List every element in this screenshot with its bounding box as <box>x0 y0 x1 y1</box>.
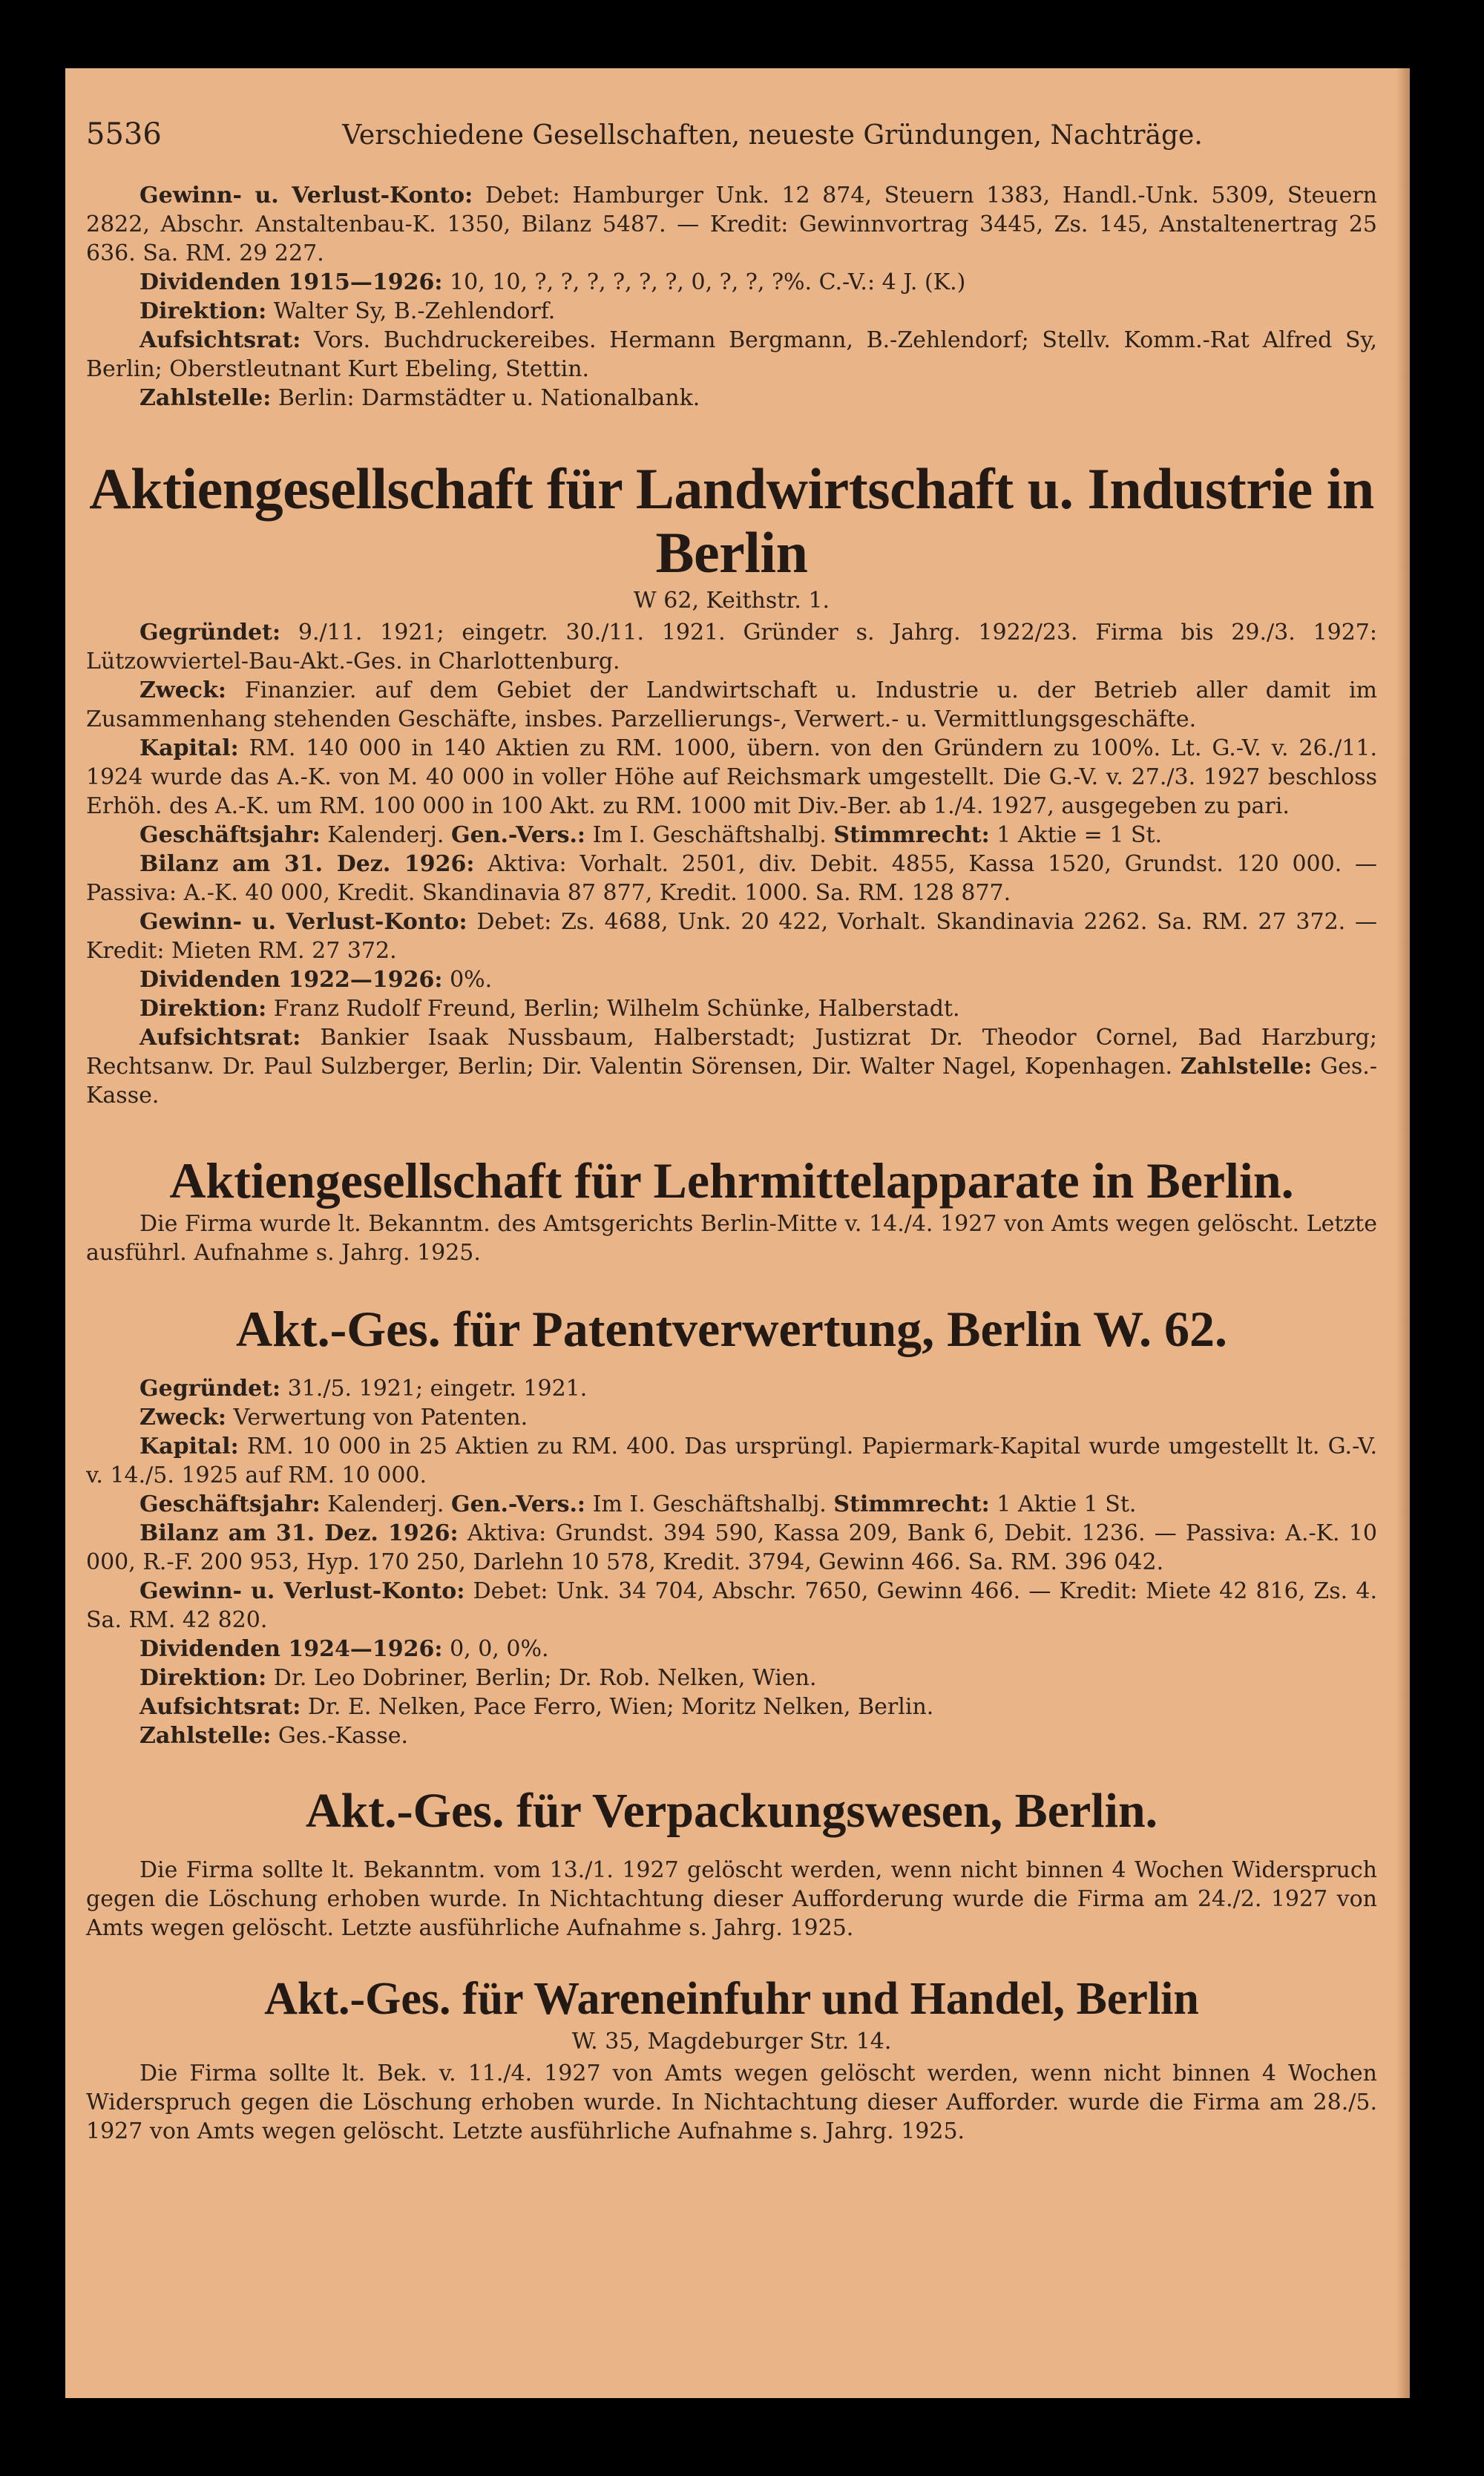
direktion: Direktion: Franz Rudolf Freund, Berlin; Wilhelm Schünke, Halberstadt. <box>139 996 960 1022</box>
company-entry-patentverwertung <box>86 1300 1377 1750</box>
guv: Gewinn- u. Verlust-Konto: Debet: Unk. 34 704, Abschr. 7650, Gewinn 466. — Kredit: Miete 42 816, Zs. 4. Sa. RM. 42 820. <box>86 1578 1377 1633</box>
running-head <box>86 117 1377 151</box>
guv: Gewinn- u. Verlust-Konto: Debet: Zs. 4688, Unk. 20 422, Vorhalt. Skandinavia 2262. Sa. RM. 27 372. — Kredit: Mieten RM. 27 372. <box>86 909 1377 964</box>
prev-zahlstelle: Zahlstelle: Berlin: Darmstädter u. Nationalbank. <box>139 385 700 411</box>
company-entry-wareneinfuhr <box>86 1972 1377 2146</box>
page-content <box>86 117 1378 2146</box>
company-title: Akt.-Ges. für Verpackungswesen, Berlin. <box>305 1784 1158 1838</box>
aufsichtsrat: Aufsichtsrat: Bankier Isaak Nussbaum, Halberstadt; Justizrat Dr. Theodor Cornel, Bad Harzburg; Rechtsanw. Dr. Paul Sulzberger, Berlin; Dir. Valentin Sörensen, Dir. Walter Nagel, Kopenhagen. Zahlstelle: Ges.-Kasse. <box>86 1025 1377 1109</box>
zweck: Zweck: Finanzier. auf dem Gebiet der Landwirtschaft u. Industrie u. der Betrieb aller damit im Zusammenhang stehenden Geschäfte, insbes. Parzellierungs-, Verwert.- u. Vermittlungsgeschäfte. <box>86 677 1377 732</box>
zweck: Zweck: Verwertung von Patenten. <box>139 1405 528 1431</box>
gegruendet: Gegründet: 31./5. 1921; eingetr. 1921. <box>139 1376 588 1402</box>
dividenden: Dividenden 1924—1926: 0, 0, 0%. <box>139 1636 549 1662</box>
prev-aufsichtsrat: Aufsichtsrat: Vors. Buchdruckereibes. Hermann Bergmann, B.-Zehlendorf; Stellv. Komm.-Rat Alfred Sy, Berlin; Oberstleutnant Kurt Ebeling, Stettin. <box>86 327 1378 382</box>
company-title: Akt.-Ges. für Patentverwertung, Berlin W. 62. <box>236 1301 1227 1357</box>
company-address: W 62, Keithstr. 1. <box>633 588 830 614</box>
company-title: Aktiengesellschaft für Lehrmittelapparate in Berlin. <box>169 1152 1294 1209</box>
page-number: 5536 <box>86 117 162 151</box>
prev-guv: Gewinn- u. Verlust-Konto: Debet: Hamburger Unk. 12 874, Steuern 1383, Handl.-Unk. 5309, Steuern 2822, Abschr. Anstaltenbau-K. 1350, Bilanz 5487. — Kredit: Gewinnvortrag 3445, Zs. 145, Anstaltenertrag 25 636. Sa. RM. 29 227. <box>86 183 1377 266</box>
gegruendet: Gegründet: 9./11. 1921; eingetr. 30./11. 1921. Gründer s. Jahrg. 1922/23. Firma bis 29./3. 1927: Lützowviertel-Bau-Akt.-Ges. in Charlottenburg. <box>86 620 1377 674</box>
aufsichtsrat: Aufsichtsrat: Dr. E. Nelken, Pace Ferro, Wien; Moritz Nelken, Berlin. <box>139 1694 934 1720</box>
page-edge-shadow <box>1396 68 1410 2398</box>
company-notice: Die Firma sollte lt. Bek. v. 11./4. 1927 von Amts wegen gelöscht werden, wenn nicht binnen 4 Wochen Widerspruch gegen die Löschung erhoben wurde. In Nichtachtung dieser Aufforder. wurde die Firma am 28./5. 1927 von Amts wegen gelöscht. Letzte ausführliche Aufnahme s. Jahrg. 1925. <box>86 2060 1377 2144</box>
company-title: Aktiengesellschaft für Landwirtschaft u. Industrie in Berlin <box>89 456 1374 585</box>
book-page <box>65 68 1410 2398</box>
geschaeftsjahr: Geschäftsjahr: Kalenderj. Gen.-Vers.: Im I. Geschäftshalbj. Stimmrecht: 1 Aktie 1 St. <box>139 1491 1137 1517</box>
running-head-title: Verschiedene Gesellschaften, neueste Gründungen, Nachträge. <box>342 120 1203 151</box>
prev-dividends: Dividenden 1915—1926: 10, 10, ?, ?, ?, ?, ?, ?, 0, ?, ?, ?%. C.-V.: 4 J. (K.) <box>139 269 966 295</box>
dividenden: Dividenden 1922—1926: 0%. <box>139 967 493 993</box>
company-entry-landwirtschaft <box>86 457 1377 1110</box>
company-notice: Die Firma sollte lt. Bekanntm. vom 13./1. 1927 gelöscht werden, wenn nicht binnen 4 Wochen Widerspruch gegen die Löschung erhoben wurde. In Nichtachtung dieser Aufforderung wurde die Firma am 24./2. 1927 von Amts wegen gelöscht. Letzte ausführliche Aufnahme s. Jahrg. 1925. <box>86 1857 1377 1941</box>
company-address: W. 35, Magdeburger Str. 14. <box>571 2029 892 2055</box>
kapital: Kapital: RM. 140 000 in 140 Aktien zu RM. 1000, übern. von den Gründern zu 100%. Lt. G.-V. v. 26./11. 1924 wurde das A.-K. von M. 40 000 in voller Höhe auf Reichsmark umgestellt. Die G.-V. v. 27./3. 1927 beschloss Erhöh. des A.-K. um RM. 100 000 in 100 Akt. zu RM. 1000 mit Div.-Ber. ab 1./4. 1927, ausgegeben zu pari. <box>86 735 1377 819</box>
geschaeftsjahr: Geschäftsjahr: Kalenderj. Gen.-Vers.: Im I. Geschäftshalbj. Stimmrecht: 1 Aktie = 1 St. <box>139 822 1163 848</box>
company-title: Akt.-Ges. für Wareneinfuhr und Handel, Berlin <box>264 1974 1199 2024</box>
company-notice: Die Firma wurde lt. Bekanntm. des Amtsgerichts Berlin-Mitte v. 14./4. 1927 von Amts wegen gelöscht. Letzte ausführl. Aufnahme s. Jahrg. 1925. <box>86 1211 1377 1266</box>
company-entry-verpackungswesen <box>86 1783 1377 1943</box>
prev-direktion: Direktion: Walter Sy, B.-Zehlendorf. <box>139 298 556 324</box>
prev-entry <box>86 181 1377 413</box>
company-entry-lehrmittelapparate <box>86 1152 1377 1267</box>
direktion: Direktion: Dr. Leo Dobriner, Berlin; Dr. Rob. Nelken, Wien. <box>139 1665 817 1691</box>
zahlstelle: Zahlstelle: Ges.-Kasse. <box>139 1723 409 1749</box>
bilanz: Bilanz am 31. Dez. 1926: Aktiva: Grundst. 394 590, Kassa 209, Bank 6, Debit. 1236. — Passiva: A.-K. 10 000, R.-F. 200 953, Hyp. 170 250, Darlehn 10 578, Kredit. 3794, Gewinn 466. Sa. RM. 396 042. <box>86 1520 1377 1575</box>
bilanz: Bilanz am 31. Dez. 1926: Aktiva: Vorhalt. 2501, div. Debit. 4855, Kassa 1520, Grundst. 120 000. — Passiva: A.-K. 40 000, Kredit. Skandinavia 87 877, Kredit. 1000. Sa. RM. 128 877. <box>86 851 1377 906</box>
kapital: Kapital: RM. 10 000 in 25 Aktien zu RM. 400. Das ursprüngl. Papiermark-Kapital wurde umgestellt lt. G.-V. v. 14./5. 1925 auf RM. 10 000. <box>86 1434 1377 1488</box>
